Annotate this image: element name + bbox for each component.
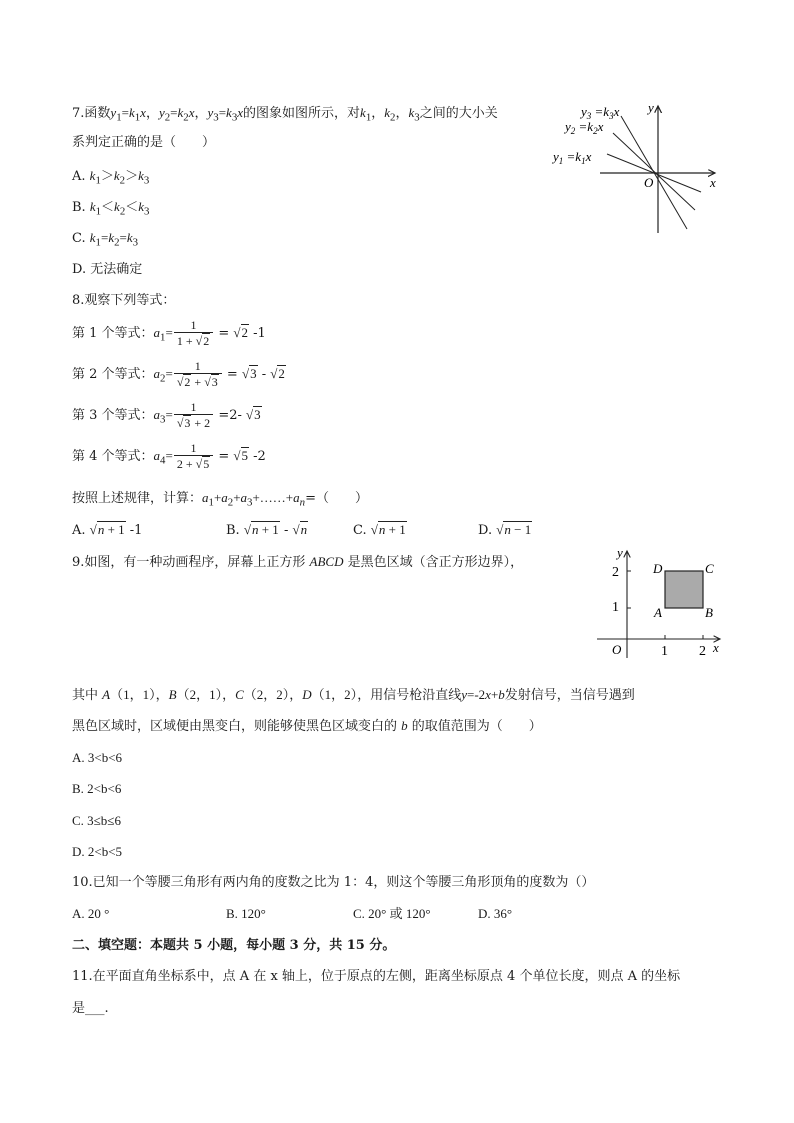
q9-xtick-1: 1 — [661, 644, 668, 659]
q9-option-c: C. 3≤b≤6 — [72, 813, 121, 828]
q9-stem-line1: 9.如图，有一种动画程序，屏幕上正方形 ABCD 是黑色区域（含正方形边界）， — [72, 554, 524, 570]
q7-mid: 的图象如图所示，对 — [243, 106, 361, 121]
q9-stem-line2: 其中 A（1，1），B（2，1），C（2，2），D（1，2），用信号枪沿直线y=-2x+b发射信号，当信号遇到 — [72, 687, 635, 703]
q9-stem-line3: 黑色区域时，区域便由黑变白，则能够使黑色区域变白的 b 的取值范围为（ ） — [72, 718, 542, 734]
q7-origin: O — [644, 175, 654, 190]
q9-ytick-2: 2 — [612, 565, 619, 580]
q9-square — [665, 571, 703, 608]
q9-vertex-a: A — [654, 605, 662, 620]
q7-line-y2 — [613, 133, 695, 210]
section2-title: 二、填空题：本题共 5 小题，每小题 3 分，共 15 分。 — [72, 938, 396, 953]
q7-yaxis-label: y — [648, 100, 654, 115]
q7-prefix: 7.函数 — [72, 106, 111, 121]
q7-ks: $k_1$，$k_2$，$k_3$ — [360, 105, 420, 124]
q9-origin: O — [612, 642, 622, 657]
q8-option-b: B. √n + 1 - √n — [226, 522, 308, 538]
q8-option-a: A. √n + 1 -1 — [72, 522, 143, 538]
q8-option-c: C. √n + 1 — [353, 522, 406, 538]
q7-stem-line2: 系判定正确的是（ ） — [72, 135, 216, 150]
q8-compute: 按照上述规律，计算：$a_1+a_2+a_3+\dots\dots+a_n=$（ ） — [72, 490, 368, 509]
q7-option-d: D. 无法确定 — [72, 262, 143, 277]
q7-option-c: C. $k_1=k_2=k_3$ — [72, 230, 139, 249]
q8-eq-2: 第 2 个等式：$a_2=$ $\frac{1}{√2 + √3}$ = √3 - √2 — [72, 359, 285, 389]
q9-option-a: A. 3<b<6 — [72, 750, 123, 765]
q9-xtick-2: 2 — [699, 644, 706, 659]
q9-option-d: D. 2<b<5 — [72, 844, 123, 859]
q8-option-d: D. √n − 1 — [478, 522, 532, 538]
q9-xaxis-label: x — [713, 640, 719, 655]
q7-option-a: A. $k_1>k_2>k_3$ — [72, 168, 150, 187]
q10-stem: 10.已知一个等腰三角形有两内角的度数之比为 1：4，则这个等腰三角形顶角的度数为（） — [72, 875, 595, 890]
q7-end: 之间的大小关 — [419, 106, 498, 121]
q8-stem: 8.观察下列等式： — [72, 293, 176, 308]
q8-eq-1: 第 1 个等式：$a_1=$ $\frac{1}{1 + √2}$ = √2 -1 — [72, 318, 266, 348]
q7-option-b: B. $k_1<k_2<k_3$ — [72, 199, 150, 218]
q8-eq-4: 第 4 个等式：$a_4=$ $\frac{1}{2 + √5}$ = √5 -2 — [72, 441, 266, 471]
q8-eq-3: 第 3 个等式：$a_3=$ $\frac{1}{√3 + 2}$ =2- √3 — [72, 400, 261, 430]
q10-option-b: B. 120° — [226, 906, 266, 921]
q10-option-d: D. 36° — [478, 906, 513, 921]
q7-functions: $y_1=k_1x$，$y_2=k_2x$，$y_3=k_3x$ — [110, 105, 244, 124]
q7-label-y1: $y_1 =k_1x$ — [553, 149, 592, 166]
q9-yaxis-label: y — [617, 546, 623, 560]
q9-vertex-c: C — [705, 561, 714, 576]
q11-line2: 是___. — [72, 1001, 109, 1016]
q7-graph — [545, 98, 735, 236]
q7-xaxis-label: x — [710, 175, 716, 190]
q9-graph — [592, 546, 732, 666]
q7-stem-line1 — [72, 104, 498, 127]
q11-line1: 11.在平面直角坐标系中，点 A 在 x 轴上，位于原点的左侧，距离坐标原点 4 个单位长度，则点 A 的坐标 — [72, 969, 681, 984]
q10-option-a: A. 20 ° — [72, 906, 110, 921]
q9-vertex-b: B — [705, 605, 713, 620]
q7-label-y3: $y_3 =k_3x$ — [581, 104, 620, 121]
q7-label-y2: $y_2 =k_2x$ — [565, 119, 604, 136]
q10-option-c: C. 20° 或 120° — [353, 906, 431, 921]
q9-ytick-1: 1 — [612, 600, 619, 615]
q9-vertex-d: D — [653, 561, 663, 576]
q9-option-b: B. 2<b<6 — [72, 781, 122, 796]
